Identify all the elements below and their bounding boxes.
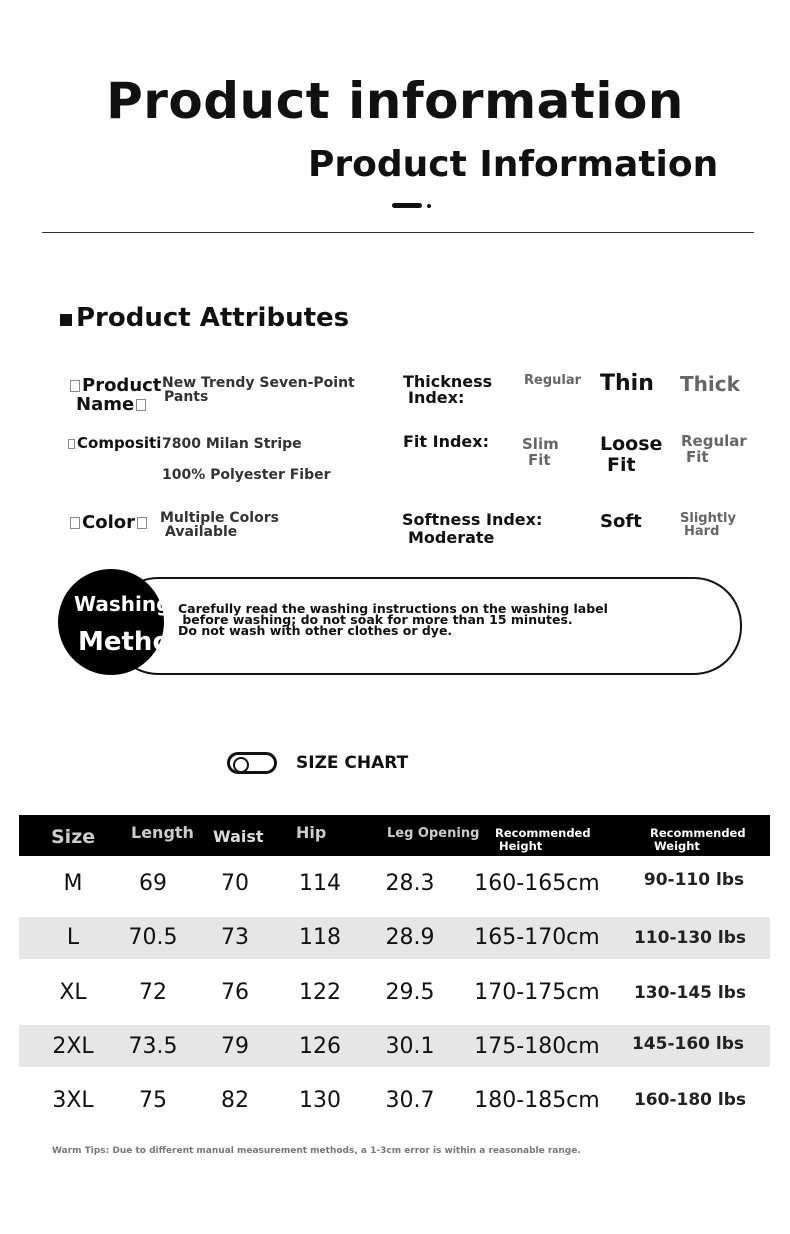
box-glyph-icon xyxy=(70,517,80,529)
cell-leg-opening: 29.5 xyxy=(385,980,435,1005)
thickness-label-1: Thickness xyxy=(403,372,493,391)
softness-option-hard-1: Slightly xyxy=(680,511,736,526)
size-chart-label: SIZE CHART xyxy=(296,753,409,773)
cell-waist: 73 xyxy=(221,925,249,950)
box-glyph-icon xyxy=(68,439,75,449)
product-name-label-text-2: Name xyxy=(76,394,135,415)
cell-size: M xyxy=(63,871,83,896)
cell-size: 2XL xyxy=(52,1034,94,1059)
composition-value-2: 100% Polyester Fiber xyxy=(162,467,331,483)
header-height-2: Height xyxy=(499,839,543,853)
cell-leg-opening: 28.3 xyxy=(385,871,435,896)
cell-weight: 90-110 lbs xyxy=(643,870,745,890)
cell-weight: 145-160 lbs xyxy=(631,1034,745,1054)
thickness-option-thick: Thick xyxy=(680,372,740,396)
square-bullet-icon xyxy=(60,314,72,326)
header-hip: Hip xyxy=(296,823,327,842)
washing-line-3: Do not wash with other clothes or dye. xyxy=(178,623,453,638)
composition-label xyxy=(68,434,161,452)
cell-weight: 130-145 lbs xyxy=(633,983,747,1003)
header-waist: Waist xyxy=(213,827,264,846)
cell-hip: 122 xyxy=(299,980,341,1005)
cell-leg-opening: 30.1 xyxy=(385,1034,435,1059)
cell-length: 75 xyxy=(139,1088,167,1113)
color-value-1: Multiple Colors xyxy=(160,510,279,526)
fit-option-loose-2: Fit xyxy=(607,454,636,476)
cell-height: 175-180cm xyxy=(474,1034,600,1059)
color-label-text: Color xyxy=(82,512,135,533)
page-title: Product information xyxy=(106,72,684,130)
cell-length: 72 xyxy=(139,980,167,1005)
cell-size: 3XL xyxy=(52,1088,94,1113)
cell-length: 70.5 xyxy=(128,925,178,950)
product-name-value-1: New Trendy Seven-Point xyxy=(162,375,355,391)
washing-line-1: Carefully read the washing instructions on the washing label xyxy=(178,601,608,616)
washing-title-2: Method xyxy=(78,627,189,657)
cell-size: L xyxy=(66,925,80,950)
thickness-option-thin: Thin xyxy=(600,371,654,396)
cell-hip: 130 xyxy=(299,1088,341,1113)
title-underline-dash xyxy=(392,203,422,208)
title-underline-dot xyxy=(427,204,431,208)
cell-size: XL xyxy=(59,980,87,1005)
cell-length: 69 xyxy=(139,871,167,896)
washing-instructions-text xyxy=(178,603,608,636)
header-length: Length xyxy=(131,823,194,842)
product-name-label-text: Product xyxy=(82,375,162,396)
cell-leg-opening: 30.7 xyxy=(385,1088,435,1113)
cell-waist: 76 xyxy=(221,980,249,1005)
softness-option-hard-2: Hard xyxy=(684,524,720,539)
page-subtitle: Product Information xyxy=(308,144,719,185)
thickness-option-regular: Regular xyxy=(524,373,582,388)
thickness-label-2: Index: xyxy=(408,388,465,407)
cell-height: 170-175cm xyxy=(474,980,600,1005)
fit-label: Fit Index: xyxy=(403,432,489,451)
color-label xyxy=(70,512,149,533)
color-value-2: Available xyxy=(165,524,238,540)
softness-option-soft: Soft xyxy=(600,511,642,532)
box-glyph-icon xyxy=(70,380,80,392)
composition-value-1: 7800 Milan Stripe xyxy=(162,436,302,452)
cell-hip: 118 xyxy=(299,925,341,950)
box-glyph-icon xyxy=(136,399,146,411)
cell-height: 180-185cm xyxy=(474,1088,600,1113)
cell-weight: 160-180 lbs xyxy=(633,1090,747,1110)
cell-hip: 114 xyxy=(299,871,341,896)
attributes-heading xyxy=(60,303,349,333)
cell-height: 165-170cm xyxy=(474,925,600,950)
washing-title-1: Washing xyxy=(74,592,171,616)
washing-badge xyxy=(58,569,164,675)
cell-waist: 79 xyxy=(221,1034,249,1059)
softness-label-2: Moderate xyxy=(408,528,495,547)
composition-label-text: Compositi xyxy=(77,434,162,452)
cell-height: 160-165cm xyxy=(474,871,600,896)
product-name-label-line1 xyxy=(70,375,161,396)
header-weight-2: Weight xyxy=(654,839,700,853)
cell-leg-opening: 28.9 xyxy=(385,925,435,950)
softness-label-1: Softness Index: xyxy=(402,510,543,529)
header-leg-opening: Leg Opening xyxy=(387,826,480,841)
fit-option-slim-1: Slim xyxy=(522,435,559,453)
product-name-value-2: Pants xyxy=(164,389,209,405)
header-divider xyxy=(42,232,754,233)
fit-option-slim-2: Fit xyxy=(528,451,551,469)
attributes-heading-text: Product Attributes xyxy=(76,303,350,333)
washing-line-2: before washing; do not soak for more than 15 minutes. xyxy=(178,612,573,627)
product-name-label-line2 xyxy=(76,394,148,415)
cell-waist: 70 xyxy=(221,871,249,896)
box-glyph-icon xyxy=(137,517,147,529)
cell-weight: 110-130 lbs xyxy=(633,928,747,948)
header-height-1: Recommended xyxy=(495,826,591,840)
header-size: Size xyxy=(51,826,96,848)
fit-option-regular-1: Regular xyxy=(681,432,747,450)
fit-option-loose-1: Loose xyxy=(600,433,663,455)
header-weight-1: Recommended xyxy=(650,826,746,840)
fit-option-regular-2: Fit xyxy=(686,448,709,466)
toggle-knob-icon xyxy=(233,757,249,773)
cell-waist: 82 xyxy=(221,1088,249,1113)
cell-length: 73.5 xyxy=(128,1034,178,1059)
cell-hip: 126 xyxy=(299,1034,341,1059)
warm-tips-note: Warm Tips: Due to different manual measurement methods, a 1-3cm error is within a reasonable range. xyxy=(52,1146,581,1156)
